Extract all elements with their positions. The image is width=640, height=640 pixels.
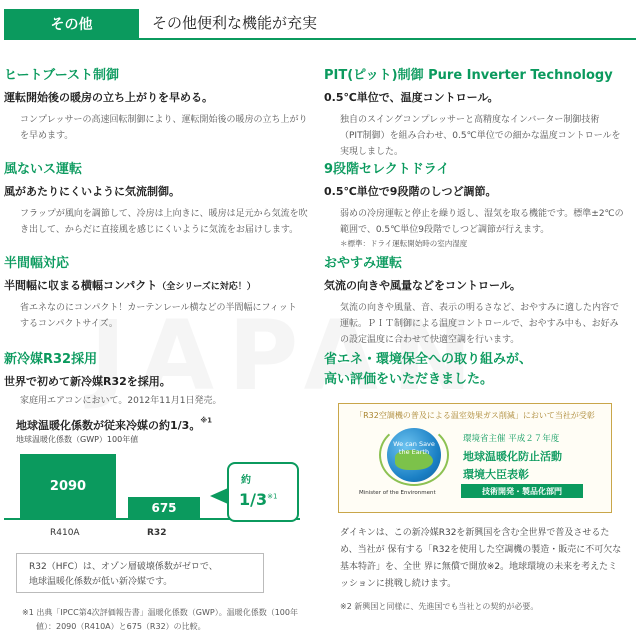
eco-headline — [324, 350, 636, 390]
section-tab: その他 — [4, 9, 139, 38]
feature-subtitle: 運転開始後の暖房の立ち上がりを早める。 — [4, 91, 213, 104]
eco-line: 省エネ・環境保全への取り組みが、 — [324, 352, 533, 367]
feature-subtitle: 気流の向きや風量などをコントロール。 — [324, 279, 521, 292]
award-category: 技術開発・製品化部門 — [461, 484, 583, 498]
globe-icon — [387, 428, 441, 482]
award-title-1: 地球温暖化防止活動 — [463, 450, 562, 463]
gwp-headline-mark: ※1 — [200, 416, 213, 425]
feature-no-wind — [4, 158, 314, 238]
award-title-2: 環境大臣表彰 — [463, 468, 529, 481]
subtitle-main: 半間幅に収まる横幅コンパクト — [4, 279, 158, 292]
feature-heat-boost — [4, 64, 314, 144]
feature-title: ヒートブースト制御 — [4, 68, 120, 83]
ratio-value — [239, 490, 277, 509]
feature-subtitle: 風があたりにくいように気流制御。 — [4, 185, 180, 198]
ratio-callout — [227, 462, 299, 522]
feature-title: 新冷媒R32採用 — [4, 352, 98, 367]
description-line: 範囲で、0.5℃単位9段階でしつど調節が行えます。 — [340, 225, 550, 235]
bar-value-r32: 675 — [151, 500, 177, 515]
chart-axis-caption: 地球温暖化係数（GWP）100年値 — [16, 435, 139, 444]
bar-r32 — [128, 497, 200, 518]
feature-title: 半間幅対応 — [4, 256, 70, 271]
r32-info-box — [16, 553, 264, 593]
ratio-number: 1/3 — [239, 490, 268, 509]
feature-title: 9段階セレクトドライ — [324, 162, 450, 177]
info-line: R32（HFC）は、オゾン層破壊係数がゼロで、 — [29, 562, 218, 572]
award-organizer: 環境省主催 平成２７年度 — [463, 434, 560, 444]
description-line: 気流の向きや風量、音、表示の明るさなど、おやすみに適した内容で — [340, 303, 620, 313]
feature-subtitle: 世界で初めて新冷媒R32を採用。 — [4, 375, 171, 388]
feature-subtitle — [4, 277, 314, 293]
description-line: コンプレッサーの高速回転制御により、運転開始後の暖房の立ち上がり — [20, 115, 308, 125]
globe-text: We can Save the Earth — [393, 440, 435, 456]
feature-title: 風ないス運転 — [4, 162, 83, 177]
description-line: 省エネなのにコンパクト！カーテンレール横などの半間幅にフィット — [20, 303, 297, 313]
category-label-r32: R32 — [147, 528, 167, 538]
description-line: 家庭用エアコンにおいて。2012年11月1日発売。 — [20, 396, 222, 406]
section-header — [0, 0, 640, 40]
footnote-2: ※2 新興国と同様に、先進国でも当社との契約が必要。 — [340, 602, 539, 611]
feature-sleep — [324, 252, 636, 348]
description-line: き出して、からだに直接風を感じにくいように気流をお届けします。 — [20, 225, 299, 235]
ratio-prefix: 約 — [241, 475, 251, 486]
feature-title: おやすみ運転 — [324, 256, 403, 271]
feature-description — [4, 393, 314, 409]
feature-select-dry — [324, 158, 636, 249]
description-line: を早めます。 — [20, 131, 74, 141]
description-line: フラップが風向を調節して、冷房は上向きに、暖房は足元から気流を吹 — [20, 209, 308, 219]
statement-line: め、当社が 保有する「R32を使用した空調機の製造・販売に不可欠な — [340, 545, 622, 555]
bar-r410a — [20, 454, 116, 518]
description-line: （PIT制御）を組み合わせ、0.5℃単位での細かな温度コントロールを — [340, 131, 621, 141]
description-line: 独自のスイングコンプレッサーと高精度なインバーター制御技術 — [340, 115, 600, 125]
footnote-1 — [22, 606, 322, 634]
feature-subtitle: 0.5℃単位で9段階のしつど調節。 — [324, 185, 497, 198]
statement-line: ダイキンは、この新冷媒R32を新興国を含む全世界で普及させるた — [340, 528, 610, 538]
page-title: その他便利な機能が充実 — [152, 14, 318, 32]
description-line: 実現しました。 — [340, 147, 404, 157]
feature-half-width — [4, 252, 314, 332]
description-line: するコンパクトサイズ。 — [20, 319, 118, 329]
feature-note: ＊標準：ドライ運転開始時の室内湿度 — [340, 239, 468, 248]
feature-description — [324, 112, 636, 160]
feature-description — [4, 300, 314, 332]
subtitle-note: （全シリーズに対応！） — [157, 282, 256, 292]
gwp-headline — [16, 414, 212, 433]
award-panel — [338, 403, 612, 513]
statement-line: ッションに挑戦し続けます。 — [340, 579, 457, 589]
feature-pit — [324, 64, 636, 160]
feature-description — [324, 300, 636, 348]
info-line: 地球温暖化係数が低い新冷媒です。 — [29, 577, 173, 587]
footnote-line: 値）：2090（R410A）と675（R32）の比較。 — [36, 622, 206, 631]
feature-subtitle: 0.5℃単位で、温度コントロール。 — [324, 91, 499, 104]
feature-title: PIT(ピット)制御 Pure Inverter Technology — [324, 68, 613, 83]
description-line: 弱めの冷房運転と停止を繰り返し、湿気を取る機能です。標準±2℃の — [340, 209, 624, 219]
header-divider — [4, 38, 636, 40]
feature-description — [4, 206, 314, 238]
daikin-statement — [340, 525, 630, 593]
category-label-r410a: R410A — [50, 528, 80, 538]
statement-line: 基本特許」を、全世 界に無償で開放※2。地球環境の未来を考えたミ — [340, 562, 618, 572]
description-line: 運転。ＰＩＴ制御による温度コントロールで、おやすみ中も、お好み — [340, 319, 619, 329]
description-line: の設定温度に合わせて快適空調を行います。 — [340, 335, 520, 345]
feature-description — [324, 206, 636, 238]
ministry-label: Minister of the Environment — [359, 490, 436, 496]
feature-description — [4, 112, 314, 144]
eco-line: 高い評価をいただきました。 — [324, 372, 494, 387]
gwp-headline-text: 地球温暖化係数が従来冷媒の約1/3。 — [16, 419, 201, 432]
callout-pointer — [210, 488, 228, 504]
ratio-mark: ※1 — [267, 492, 278, 501]
bar-value-r410a: 2090 — [49, 478, 87, 494]
feature-r32 — [4, 348, 314, 409]
footnote-line: ※1 出典「IPCC第4次評価報告書」温暖化係数（GWP）。温暖化係数（100年 — [22, 608, 298, 617]
award-banner: 「R32空調機の普及による温室効果ガス削減」において当社が受彰 — [355, 411, 595, 420]
